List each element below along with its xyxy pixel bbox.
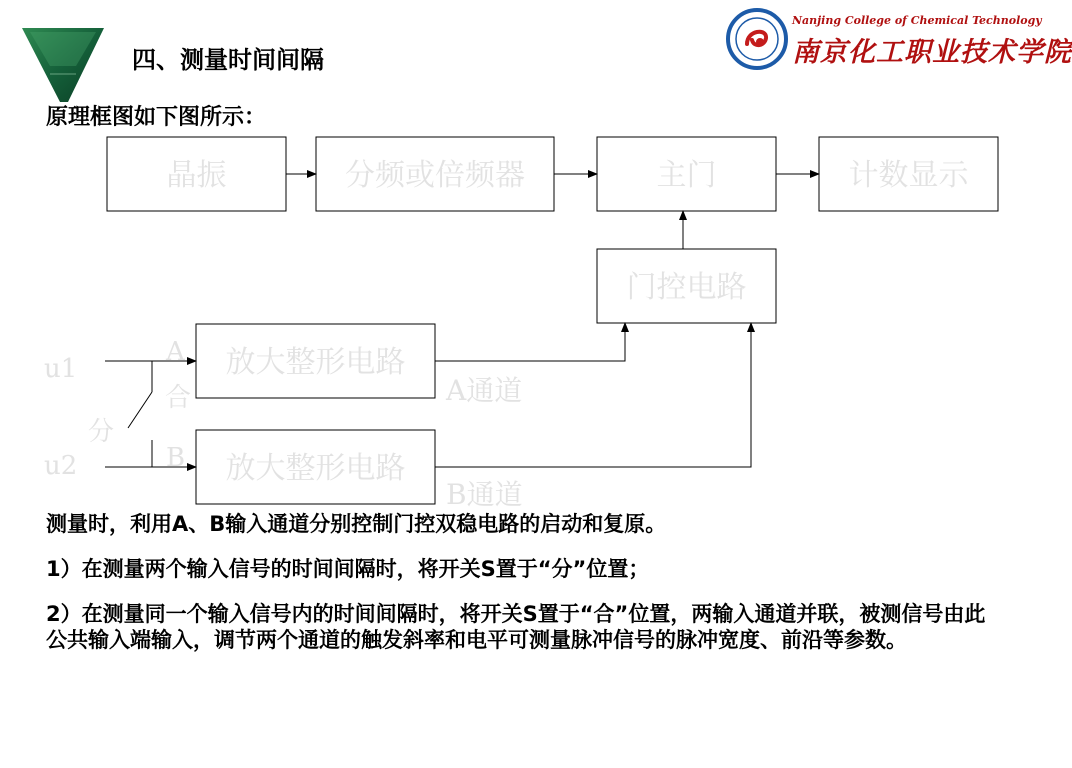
- channel-b-label: B通道: [446, 478, 523, 511]
- logo-english-name: Nanjing College of Chemical Technology: [792, 14, 1042, 27]
- crystal-block-label: 晶振: [166, 158, 227, 193]
- gate-control-block-label: 门控电路: [626, 270, 747, 305]
- diagram-intro: 原理框图如下图所示：: [46, 105, 267, 130]
- paragraph-step-2: 2）在测量同一个输入信号内的时间间隔时，将开关S置于“合”位置，两输入通道并联，被测信号由此公共输入端输入，调节两个通道的触发斜率和电平可测量脉冲信号的脉冲宽度、前沿等参数。: [46, 602, 986, 652]
- fen-separate-label: 分: [88, 417, 115, 447]
- amp-a-block-label: 放大整形电路: [225, 345, 406, 380]
- arrow-amp-a-to-gate-control: [435, 323, 625, 361]
- channel-a-label: A通道: [446, 374, 523, 407]
- paragraph-step-1: 1）在测量两个输入信号的时间间隔时，将开关S置于“分”位置；: [46, 557, 650, 581]
- main-gate-block-label: 主门: [656, 158, 717, 193]
- paragraph-measurement: 测量时，利用A、B输入通道分别控制门控双稳电路的启动和复原。: [46, 512, 667, 536]
- switch-lever: [128, 392, 152, 428]
- b-mark-label: B: [166, 443, 186, 473]
- slide-title: 四、测量时间间隔: [132, 46, 324, 74]
- u1-label: u1: [44, 354, 78, 384]
- divider-block-label: 分频或倍频器: [345, 158, 525, 193]
- logo-chinese-name: 南京化工职业技术学院: [792, 37, 1072, 68]
- he-combined-label: 合: [165, 383, 192, 413]
- counter-display-block-label: 计数显示: [848, 158, 969, 193]
- a-mark-label: A: [166, 337, 185, 367]
- u2-label: u2: [44, 451, 78, 481]
- amp-b-block-label: 放大整形电路: [225, 451, 406, 486]
